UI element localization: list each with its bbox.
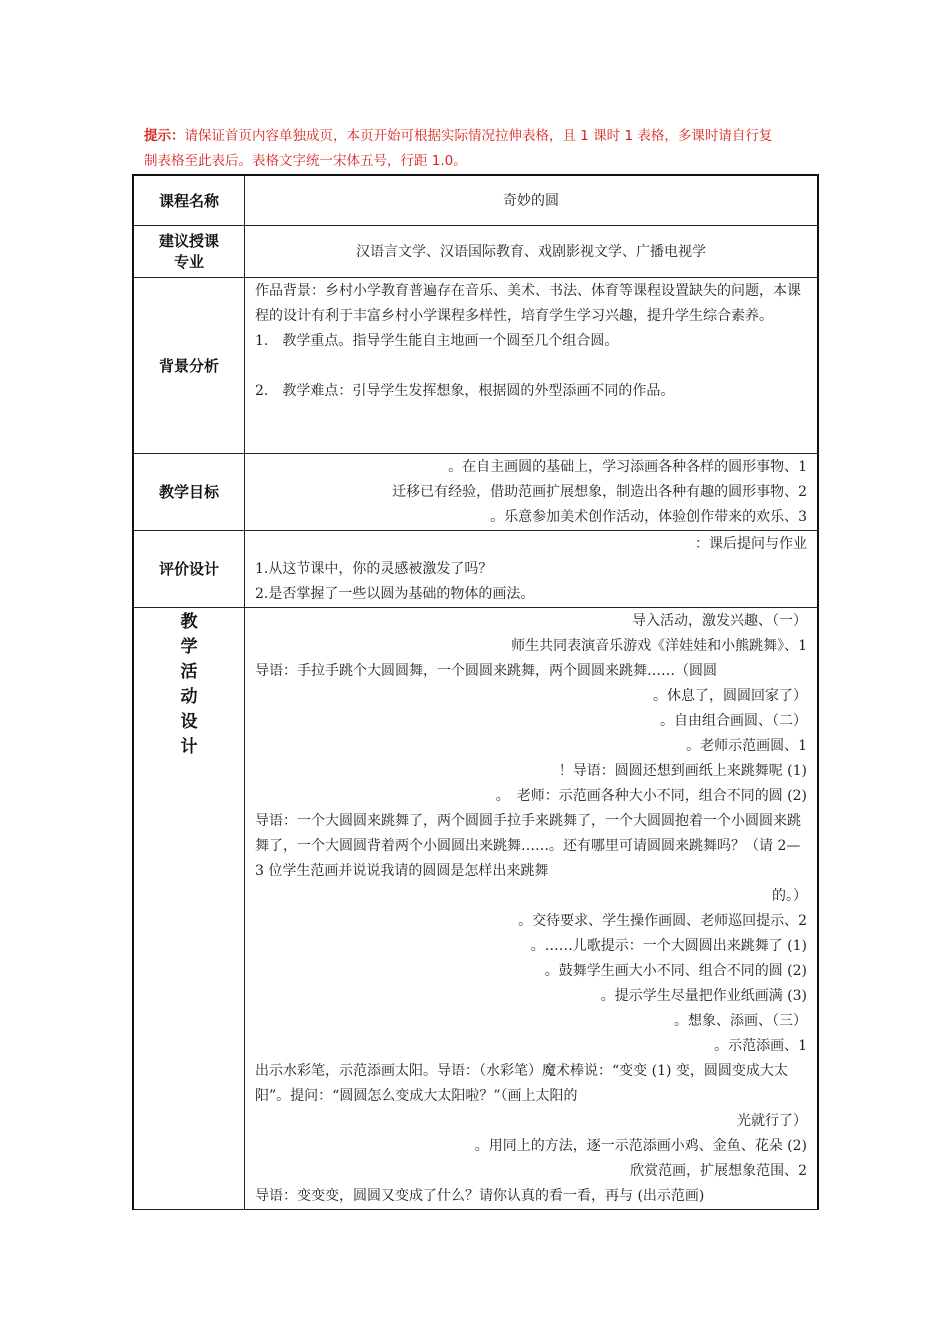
major-label [133,225,245,277]
activity-label-char: 动 [180,686,198,707]
goal-item-2: 迁移已有经验，借助范画扩展想象，制造出各种有趣的圆形事物、2 [392,483,807,500]
activity-line: 师生共同表演音乐游戏《洋娃娃和小熊跳舞》、1 [511,637,807,654]
activity-line: 光就行了） [737,1112,807,1129]
activity-label-vertical [177,610,201,760]
row-background [133,277,818,453]
activity-paragraph: 导语：手拉手跳个大圆圆舞，一个圆圆来跳舞，两个圆圆来跳舞……（圆圆 [255,662,717,679]
activity-line: 。自由组合画圆、（二） [660,712,807,729]
goal-item-1: 。在自主画圆的基础上，学习添画各种各样的圆形事物、1 [448,458,807,475]
background-label: 背景分析 [133,277,245,453]
row-major [133,225,818,277]
activity-line: 。休息了，圆圆回家了） [653,687,807,704]
activity-paragraph: 导语：变变变，圆圆又变成了什么？请你认真的看一看，再与 (出示范画) [255,1187,705,1204]
activity-line: 。提示学生尽量把作业纸画满 (3) [600,987,807,1004]
activity-line: 欣赏范画，扩展想象范围、2 [630,1162,807,1179]
evaluation-label: 评价设计 [133,530,245,607]
goals-label: 教学目标 [133,453,245,530]
activity-line: 。用同上的方法，逐一示范添画小鸡、金鱼、花朵 (2) [474,1137,807,1154]
activity-content [245,607,819,1209]
background-paragraph: 作品背景：乡村小学教育普遍存在音乐、美术、书法、体育等课程设置缺失的问题，本课程的设计有利于丰富乡村小学课程多样性，培育学生学习兴趣，提升学生综合素养。 [255,282,801,324]
teaching-difficulty: 2. 教学难点：引导学生发挥想象，根据圆的外型添画不同的作品。 [255,382,675,399]
activity-label-char: 设 [180,711,198,732]
evaluation-title: ：课后提问与作业 [695,535,807,552]
major-label-line1: 建议授课 [158,232,219,250]
row-activity [133,607,818,1209]
evaluation-question-1: 1.从这节课中，你的灵感被激发了吗？ [255,560,493,577]
hint-note [144,124,824,174]
background-content [245,277,819,453]
major-label-line2: 专业 [173,253,204,271]
activity-line: ！导语：圆圆还想到画纸上来跳舞呢 (1) [558,762,807,779]
lesson-plan-table [132,174,819,1210]
activity-line: 。示范添画、1 [714,1037,807,1054]
goals-content [245,453,819,530]
evaluation-content [245,530,819,607]
hint-label: 提示： [144,128,185,144]
activity-line: 。交待要求、学生操作画圆、老师巡回提示、2 [518,912,807,929]
activity-label-char: 教 [180,611,198,632]
activity-line: 。……儿歌提示：一个大圆圆出来跳舞了 (1) [530,937,807,954]
evaluation-question-2: 2.是否掌握了一些以圆为基础的物体的画法。 [255,585,535,602]
major-value: 汉语言文学、汉语国际教育、戏剧影视文学、广播电视学 [245,225,819,277]
hint-text-line2: 制表格至此表后。表格文字统一宋体五号，行距 1.0。 [144,153,467,169]
activity-label-char: 计 [180,736,198,757]
activity-line: 。老师示范画圆、1 [686,737,807,754]
row-evaluation [133,530,818,607]
activity-paragraph: 导语：一个大圆圆来跳舞了，两个圆圆手拉手来跳舞了，一个大圆圆抱着一个小圆圆来跳舞了，一个大圆圆背着两个小圆圆出来跳舞……。还有哪里可请圆圆来跳舞吗？（请 2—3 位学生范画并说说我请的圆圆是怎样出来跳舞 [255,812,801,879]
activity-line: 导入活动，激发兴趣、（一） [632,612,807,629]
activity-label-char: 活 [180,661,198,682]
activity-line: 。想象、添画、（三） [674,1012,807,1029]
course-name-value: 奇妙的圆 [245,175,819,225]
activity-line: 的。） [772,887,807,904]
activity-line: 。 老师：示范画各种大小不同，组合不同的圆 (2) [495,787,807,804]
course-name-label: 课程名称 [133,175,245,225]
activity-label [133,607,245,1209]
row-course-name [133,175,818,225]
activity-label-char: 学 [180,636,198,657]
activity-line: 。鼓舞学生画大小不同、组合不同的圆 (2) [544,962,807,979]
row-goals [133,453,818,530]
teaching-key-point: 1. 教学重点。指导学生能自主地画一个圆至几个组合圆。 [255,332,619,349]
activity-paragraph: 出示水彩笔，示范添画太阳。导语：（水彩笔）魔术棒说：“变变 (1) 变，圆圆变成大太阳”。提问：“圆圆怎么变成大太阳啦？”（画上太阳的 [255,1062,788,1104]
goal-item-3: 。乐意参加美术创作活动，体验创作带来的欢乐、3 [490,508,807,525]
hint-text-line1: 请保证首页内容单独成页，本页开始可根据实际情况拉伸表格，且 1 课时 1 表格，多课时请自行复 [184,128,773,144]
